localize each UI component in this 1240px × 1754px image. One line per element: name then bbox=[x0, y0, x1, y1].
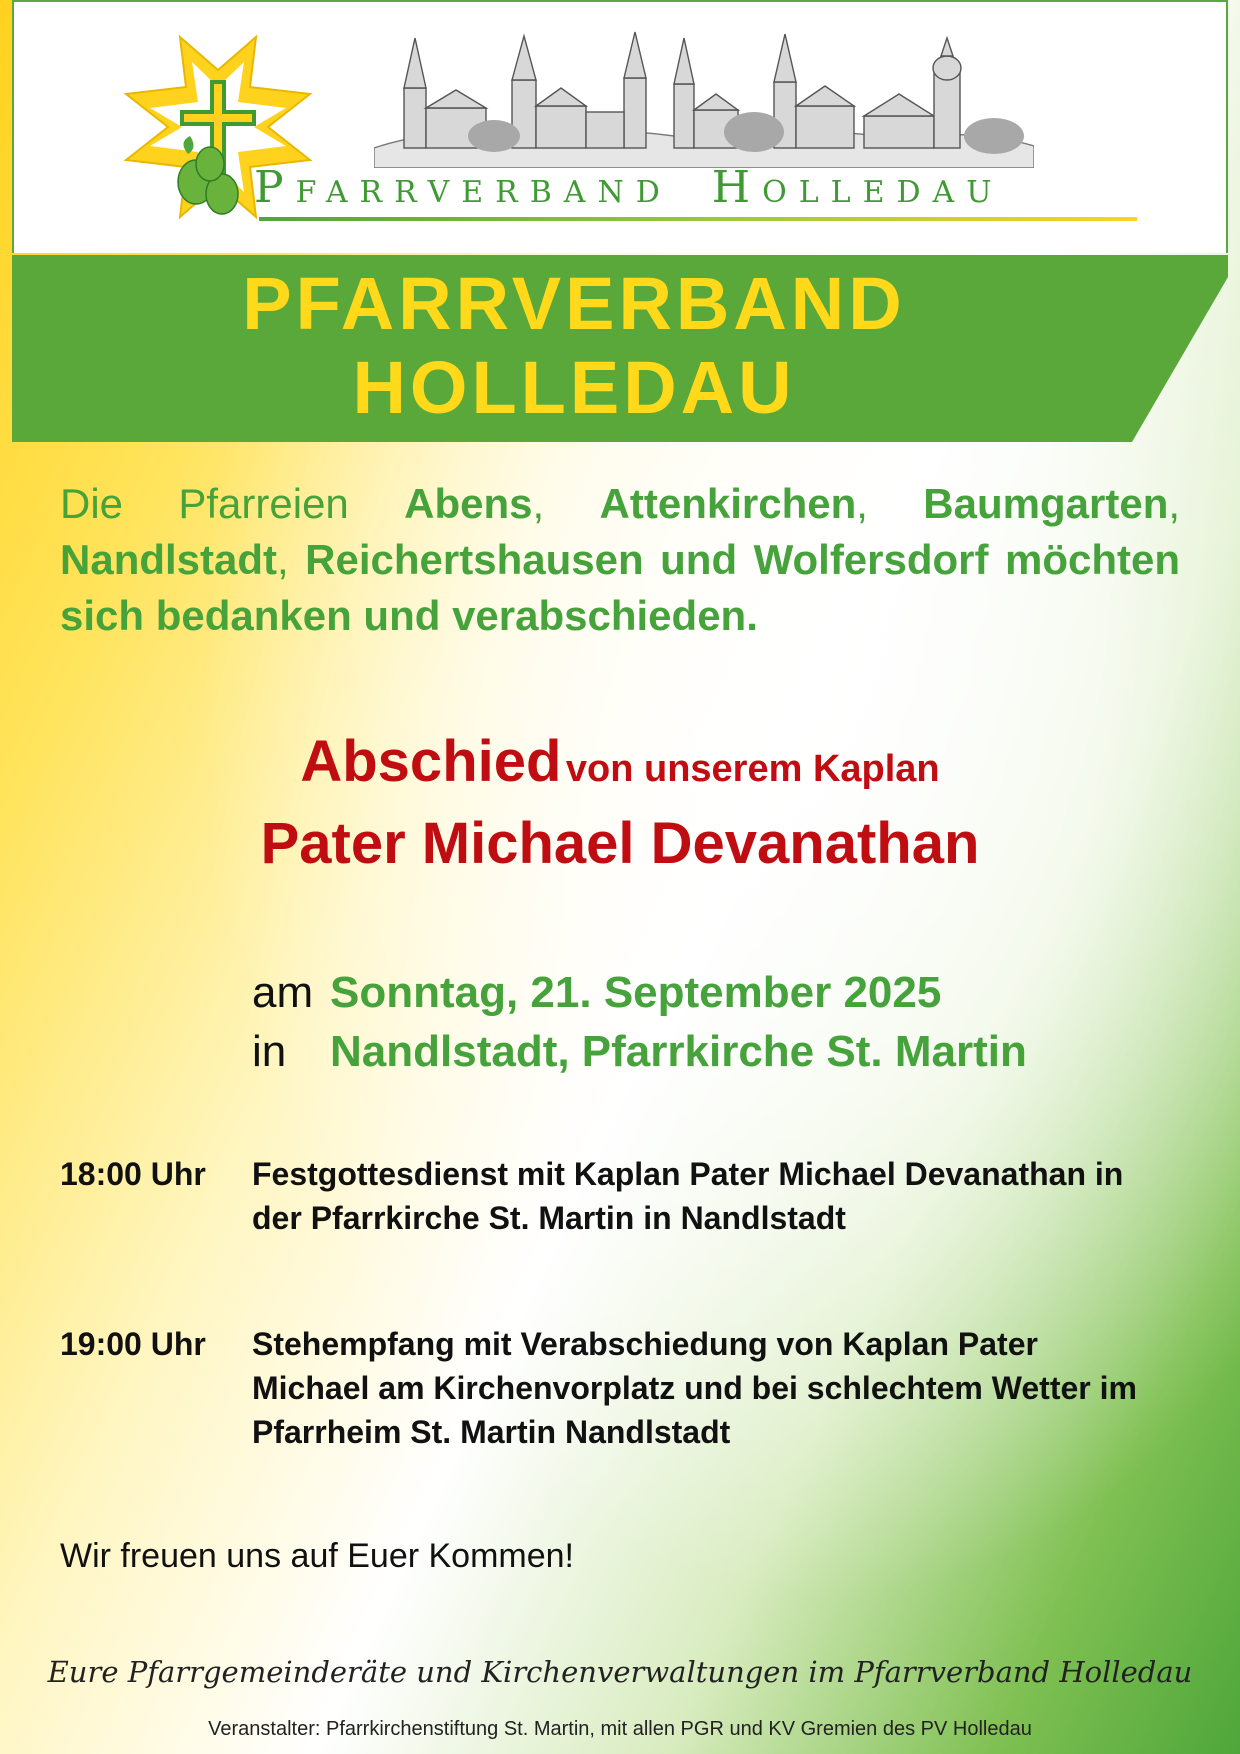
banner-title-line-1: PFARRVERBAND bbox=[242, 262, 906, 345]
parish-attenkirchen: Attenkirchen bbox=[599, 480, 857, 527]
header-rule bbox=[259, 217, 1137, 221]
farewell-name: Pater Michael Devanathan bbox=[260, 811, 980, 876]
schedule-description: Stehempfang mit Verabschiedung von Kaplan Pater Michael am Kirchenvorplatz und bei schlechtem Wetter im Pfarrheim St. Martin Nandlstadt bbox=[252, 1326, 1137, 1450]
banner-title bbox=[0, 262, 1148, 430]
schedule-time: 18:00 Uhr bbox=[60, 1156, 206, 1192]
brand-first-rest: FARRVERBAND bbox=[295, 175, 672, 210]
intro-lead: Die Pfarreien bbox=[60, 480, 349, 527]
event-place: Nandlstadt, Pfarrkirche St. Martin bbox=[330, 1027, 1027, 1076]
parish-wolfersdorf: Wolfersdorf bbox=[753, 536, 989, 583]
closing-text: Wir freuen uns auf Euer Kommen! bbox=[60, 1537, 575, 1575]
organizer-note: Veranstalter: Pfarrkirchenstiftung St. Martin, mit allen PGR und KV Gremien des PV Holledau bbox=[208, 1718, 1032, 1740]
farewell-word: Abschied bbox=[300, 729, 562, 794]
intro-text: Die Pfarreien Abens, Attenkirchen, Baumgarten, Nandlstadt, Reichertshausen und Wolfersdorf möchten sich bedanken und verabschieden. bbox=[60, 480, 1181, 639]
header bbox=[12, 0, 1228, 253]
event-date: Sonntag, 21. September 2025 bbox=[330, 968, 942, 1017]
header-brand bbox=[254, 162, 1134, 213]
brand-second-cap: H bbox=[711, 162, 763, 213]
banner-title-line-2: HOLLEDAU bbox=[352, 346, 796, 429]
parish-baumgarten: Baumgarten bbox=[923, 480, 1169, 527]
parish-reichertshausen: Reichertshausen bbox=[305, 536, 644, 583]
place-prefix: in bbox=[252, 1027, 287, 1076]
farewell-rest: von unserem Kaplan bbox=[565, 748, 940, 790]
schedule-time: 19:00 Uhr bbox=[60, 1326, 206, 1362]
date-row bbox=[252, 968, 941, 1024]
parish-abens: Abens bbox=[404, 480, 533, 527]
intro-conjunction: und bbox=[660, 536, 738, 583]
church-skyline-icon bbox=[374, 28, 1034, 168]
brand-second-rest: OLLEDAU bbox=[762, 175, 1004, 210]
brand-first-cap: P bbox=[254, 162, 296, 213]
place-row bbox=[252, 1027, 1027, 1083]
signature: Eure Pfarrgemeinderäte und Kirchenverwaltungen im Pfarrverband Holledau bbox=[47, 1655, 1193, 1689]
intro-tail: möchten sich bedanken und verabschieden. bbox=[60, 536, 1181, 639]
schedule-description: Festgottesdienst mit Kaplan Pater Michael Devanathan in der Pfarrkirche St. Martin in Nandlstadt bbox=[252, 1156, 1124, 1236]
date-prefix: am bbox=[252, 968, 314, 1017]
parish-nandlstadt: Nandlstadt bbox=[60, 536, 278, 583]
farewell-heading bbox=[0, 728, 1240, 795]
